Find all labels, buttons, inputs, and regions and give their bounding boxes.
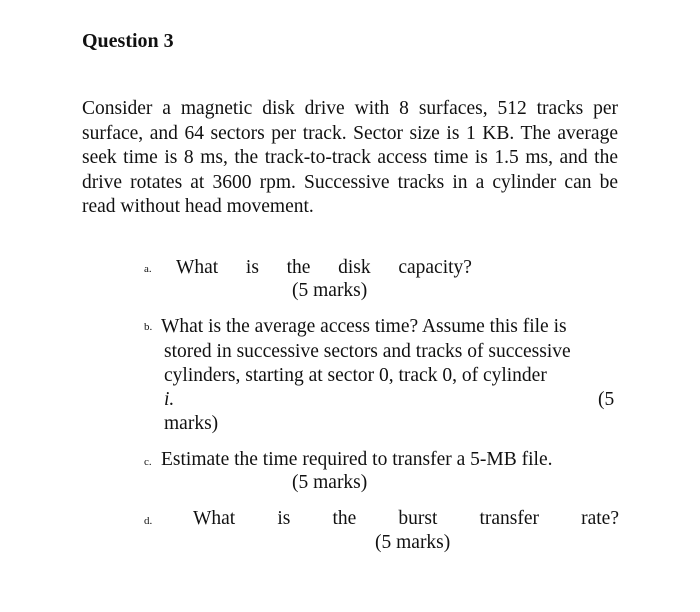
part-c-marks: (5 marks) <box>292 472 368 493</box>
question-title: Question 3 <box>82 30 174 52</box>
part-a-word: capacity? <box>398 257 472 278</box>
part-b-cylinder-var: i. <box>164 389 175 410</box>
part-d-question <box>193 507 619 531</box>
part-d-word: rate? <box>581 508 619 529</box>
part-d-marks: (5 marks) <box>375 532 451 553</box>
part-b-line: stored in successive sectors and tracks of successive <box>164 341 571 362</box>
part-a-question <box>176 256 472 280</box>
part-d-word: What <box>193 508 236 529</box>
part-b-marks-open: (5 <box>598 389 615 410</box>
part-a-word: What <box>176 257 219 278</box>
part-b-line: What is the average access time? Assume this file is <box>161 316 567 337</box>
part-d-label: d. <box>144 515 153 527</box>
part-d-word: transfer <box>479 508 540 529</box>
part-a-word: disk <box>338 257 371 278</box>
part-d-word: burst <box>398 508 438 529</box>
part-a-marks: (5 marks) <box>292 280 368 301</box>
part-d-word: is <box>277 508 291 529</box>
part-c-question: Estimate the time required to transfer a 5-MB file. <box>161 449 553 470</box>
part-b-marks-close: marks) <box>164 413 219 434</box>
part-b-line: cylinders, starting at sector 0, track 0, of cylinder <box>164 365 547 386</box>
part-a-label: a. <box>144 263 152 275</box>
part-b-label: b. <box>144 321 153 333</box>
part-d-word: the <box>332 508 357 529</box>
part-a-word: the <box>286 257 311 278</box>
part-c-label: c. <box>144 456 152 468</box>
part-a-word: is <box>245 257 259 278</box>
question-intro: Consider a magnetic disk drive with 8 surfaces, 512 tracks per surface, and 64 sectors per track. Sector size is 1 KB. The average seek time is 8 ms, the track-to-track access time is 1.5 ms, and the drive rotates at 3600 rpm. Successive tracks in a cylinder can be read without head movement. <box>82 98 618 217</box>
